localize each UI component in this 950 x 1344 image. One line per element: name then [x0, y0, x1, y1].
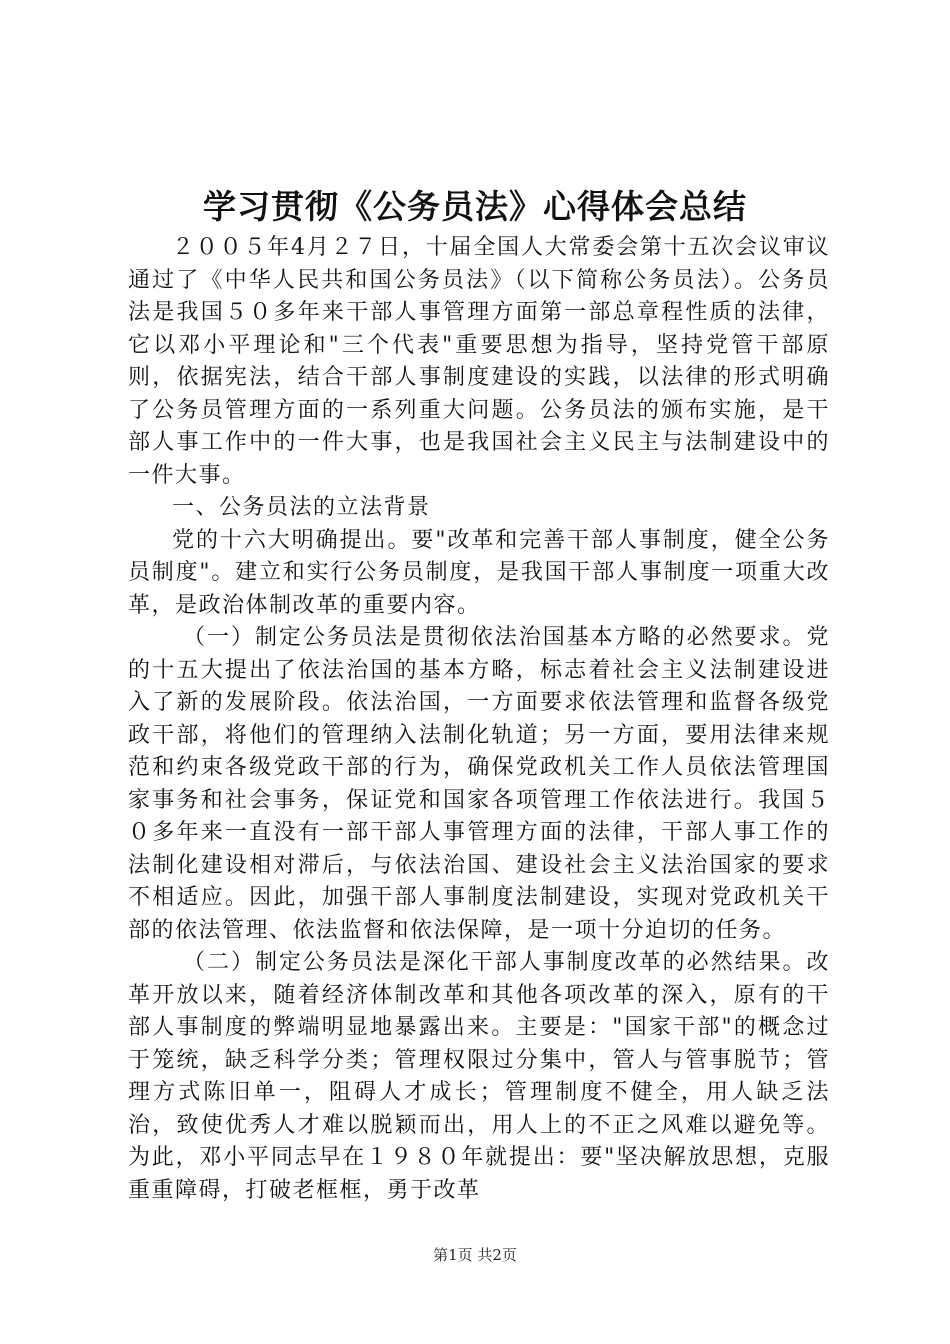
document-body: [128, 232, 830, 1207]
document-title: 学习贯彻《公务员法》心得体会总结: [203, 187, 747, 226]
paragraph-point-two: （二）制定公务员法是深化干部人事制度改革的必然结果。改革开放以来，随着经济体制改革和其他各项改革的深入，原有的干部人事制度的弊端明显地暴露出来。主要是："国家干部"的概念过于笼统，缺乏科学分类；管理权限过分集中，管人与管事脱节；管理方式陈旧单一，阻碍人才成长；管理制度不健全，用人缺乏法治，致使优秀人才难以脱颖而出，用人上的不正之风难以避免等。为此，邓小平同志早在１９８０年就提出：要"坚决解放思想，克服重重障碍，打破老框框，勇于改革: [128, 950, 830, 1203]
page-footer: 第1页 共2页: [433, 1246, 517, 1264]
paragraph-intro: ２００５年4月２７日，十届全国人大常委会第十五次会议审议通过了《中华人民共和国公务员法》（以下简称公务员法）。公务员法是我国５０多年来干部人事管理方面第一部总章程性质的法律，它以邓小平理论和"三个代表"重要思想为指导，坚持党管干部原则，依据宪法，结合干部人事制度建设的实践，以法律的形式明确了公务员管理方面的一系列重大问题。公务员法的颁布实施，是干部人事工作中的一件大事，也是我国社会主义民主与法制建设中的一件大事。: [128, 235, 830, 488]
paragraph-background: 党的十六大明确提出。要"改革和完善干部人事制度，健全公务员制度"。建立和实行公务员制度，是我国干部人事制度一项重大改革，是政治体制改革的重要内容。: [128, 527, 830, 618]
section-heading: 一、公务员法的立法背景: [172, 495, 431, 520]
paragraph-point-one: （一）制定公务员法是贯彻依法治国基本方略的必然要求。党的十五大提出了依法治国的基本方略，标志着社会主义法制建设进入了新的发展阶段。依法治国，一方面要求依法管理和监督各级党政干部，将他们的管理纳入法制化轨道；另一方面，要用法律来规范和约束各级党政干部的行为，确保党政机关工作人员依法管理国家事务和社会事务，保证党和国家各项管理工作依法进行。我国５０多年来一直没有一部干部人事管理方面的法律，干部人事工作的法制化建设相对滞后，与依法治国、建设社会主义法治国家的要求不相适应。因此，加强干部人事制度法制建设，实现对党政机关干部的依法管理、依法监督和依法保障，是一项十分迫切的任务。: [128, 625, 830, 943]
